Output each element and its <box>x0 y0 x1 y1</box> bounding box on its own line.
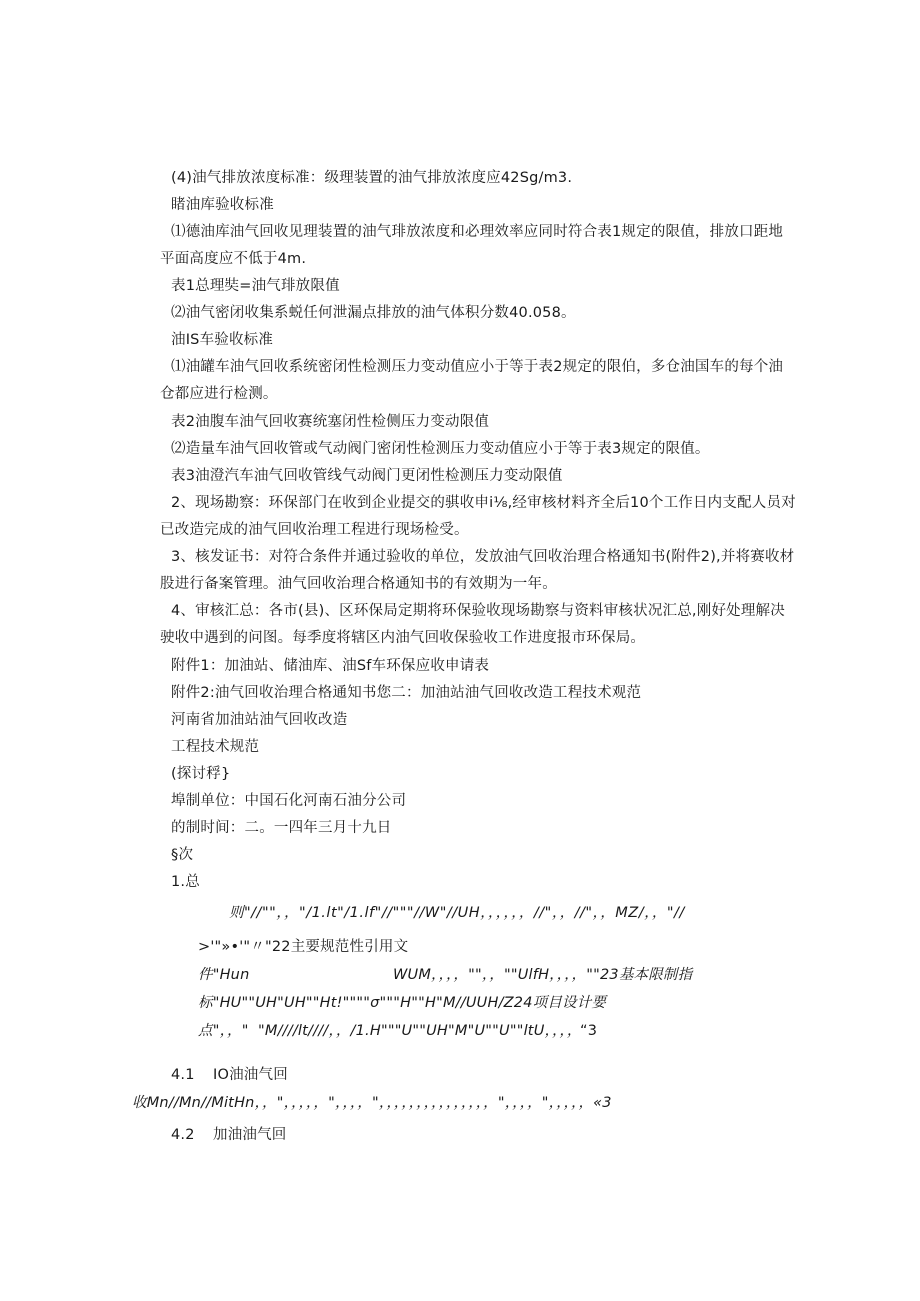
toc-entry: 加油油气回 <box>213 1127 287 1143</box>
toc-number: 4.2 <box>171 1127 195 1143</box>
text-line: ⑴德油库油气回收见理装置的油气琲放浓度和必理效率应同时符合表1规定的限值，排放口距地 <box>171 224 784 240</box>
text-line: 股进行备案管理。油气回收治理合格通知书的有效期为一年。 <box>160 576 557 592</box>
toc-page-number: “3 <box>580 1023 598 1039</box>
text-line: 驶收中遇到的问图。每季度将辖区内油气回收保验收工作进度报市环保局。 <box>160 630 646 646</box>
text-line: ⑵油气密闭收集系蜕任何泄漏点排放的油气体积分数40.058。 <box>171 305 576 321</box>
text-line: ⑵造量车油气回收管或气动阀门密闭性检测压力变动值应小于等于表3规定的限值。 <box>171 441 710 457</box>
toc-entry: IO油油气回 <box>213 1067 288 1083</box>
toc-entry: 点"，，" <box>198 1023 249 1039</box>
section-heading: 油IS车验收标准 <box>171 332 274 348</box>
text-line: 埠制单位：中国石化河南石油分公司 <box>171 793 407 809</box>
text-line: 河南省加油站油气回收改造 <box>171 712 348 728</box>
text-line: (4)油气排放浓度标准：级理装置的油气排放浓度应42Sg/m3. <box>171 170 573 186</box>
text-line: 4、审核汇总：各市(县)、区环保局定期将环保验收现场勘察与资料审核状况汇总,刚好处理解决 <box>171 603 785 619</box>
text-line: 2、现场勘察：环保部门在收到企业提交的骐收申i⅛,经审核材料齐全后10个工作日内支配人员对 <box>171 495 796 511</box>
text-line: 的制时间：二。一四年三月十九日 <box>171 820 392 836</box>
text-line: (探讨稃} <box>171 766 231 782</box>
text-line: ⑴油罐车油气回收系统密闭性检测压力变动值应小于等于表2规定的限伯，多仓油国车的每个油 <box>171 359 784 375</box>
text-line: 已改造完成的油气回收治理工程进行现场检受。 <box>160 522 469 538</box>
text-line: 仓都应进行检测。 <box>160 386 278 402</box>
table-caption: 表2油腹车油气回收赛统塞闭性检侧压力变动限值 <box>171 414 490 430</box>
text-line: 工程技术规范 <box>171 739 260 755</box>
toc-entry: "M////lt////，，/1.H"""U""UH"M"U""U""ltU，，，， <box>258 1023 582 1039</box>
toc-heading: §次 <box>171 847 194 863</box>
table-caption: 表3油澄汽车油气回收管线气动阀门更闭性检测压力变动限值 <box>171 468 563 484</box>
table-caption: 表1总理奘=油气琲放限值 <box>171 278 340 294</box>
text-line: 附件1：加油站、储油库、油Sf车环保应收申请表 <box>171 658 490 674</box>
toc-entry: >'"»•'"〃"22主要规范性引用文 <box>198 939 409 955</box>
text-line: 平面高度应不低于4m. <box>160 251 307 267</box>
toc-number: 4.1 <box>171 1067 195 1083</box>
toc-entry: 则"//""，，"/1.lt"/1.lf"//"""//W"//UH，，，，，，//"，，//"，，MZ/，，"// <box>229 905 685 921</box>
toc-entry: WUM，，，，""，，""UlfH，，，，""23基本限制指 <box>393 967 693 983</box>
toc-entry: 标"HU""UH"UH""Ht!""""σ"""H""H"M//UUH/Z24项目设计要 <box>198 995 607 1011</box>
section-heading: 睹油库验收标准 <box>171 197 274 213</box>
text-line: 3、核发证书：对符合条件并通过验收的单位，发放油气回收治理合格通知书(附件2),并将赛收材 <box>171 549 795 565</box>
toc-entry: 1.总 <box>171 874 200 890</box>
toc-entry: 收Mn//Mn//MitHn，，"，，，，，"，，，，"，，，，，，，，，，，，，，，"，，，，"，，，，，«3 <box>132 1095 612 1111</box>
toc-entry: 件"Hun <box>198 967 250 983</box>
text-line: 附件2:油气回收治理合格通知书您二：加油站油气回收改造工程技术观范 <box>171 685 642 701</box>
